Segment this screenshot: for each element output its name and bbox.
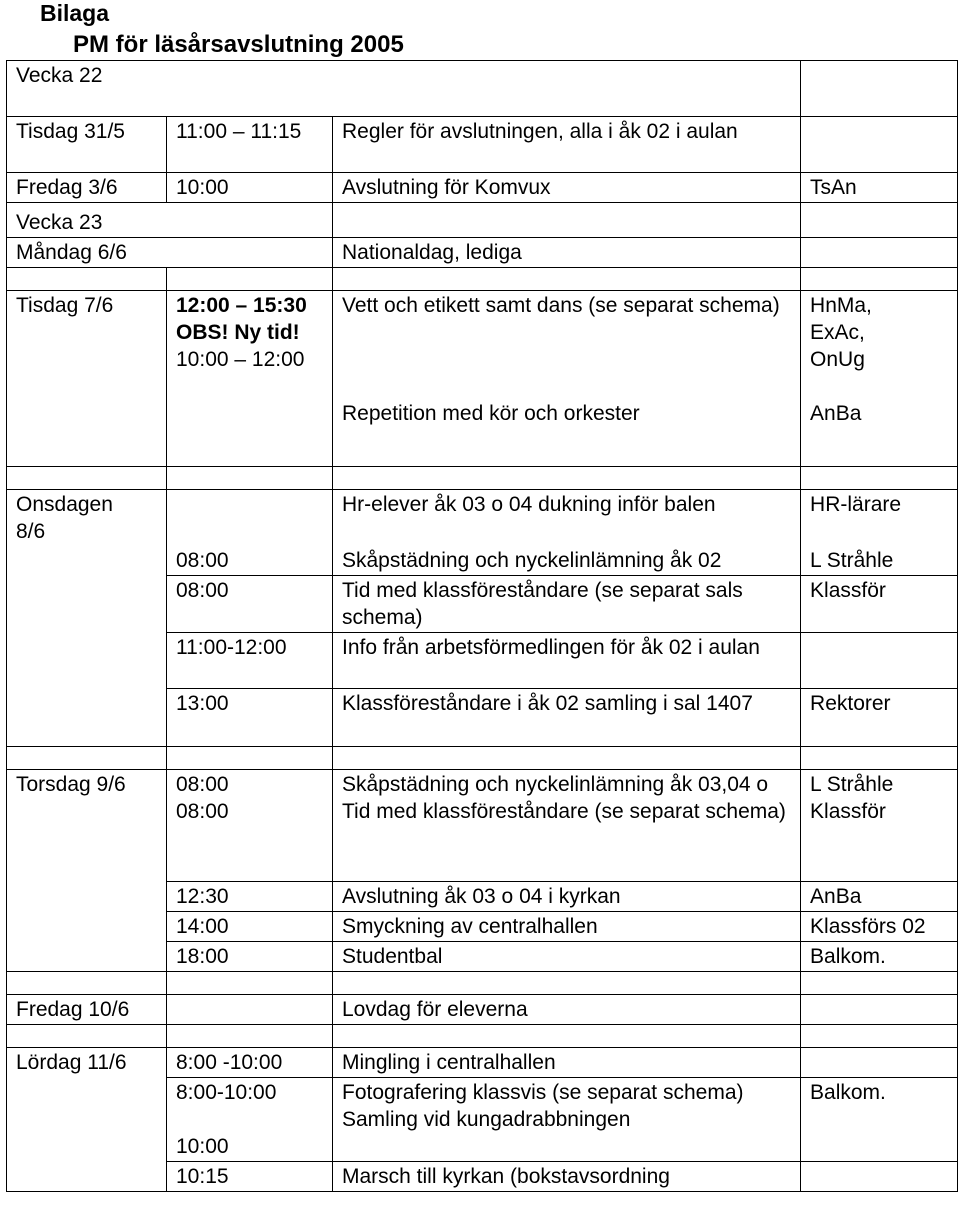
- time-text: 08:00: [176, 799, 229, 823]
- time-cell: 08:00: [167, 575, 333, 632]
- resp-cell: [801, 117, 958, 173]
- event-cell: [333, 291, 801, 467]
- event-cell: [333, 769, 801, 881]
- day-cell: Fredag 3/6: [7, 173, 167, 203]
- resp-cell: L Stråhle: [801, 546, 958, 576]
- time-cell: 8:00 -10:00: [167, 1047, 333, 1077]
- document-title: PM för läsårsavslutning 2005: [73, 31, 404, 58]
- time-cell: 11:00-12:00: [167, 632, 333, 688]
- empty-cell: [801, 203, 958, 238]
- event-cell: Marsch till kyrkan (bokstavsordning: [333, 1161, 801, 1191]
- event-text: Samling vid kungadrabbningen: [342, 1107, 631, 1131]
- time-text: 12:00 – 15:30: [176, 294, 307, 317]
- time-cell: 12:30: [167, 881, 333, 911]
- table-row: [7, 117, 958, 173]
- resp-cell: Klassför: [801, 575, 958, 632]
- event-cell: Mingling i centralhallen: [333, 1047, 801, 1077]
- resp-cell: Balkom.: [801, 1077, 958, 1161]
- event-text: Skåpstädning och nyckelinlämning åk 03,04 o: [342, 772, 769, 796]
- attachment-label: Bilaga: [40, 0, 110, 26]
- time-cell: [167, 1077, 333, 1161]
- time-cell: 11:00 – 11:15: [167, 117, 333, 173]
- table-row: [7, 238, 958, 268]
- event-cell: Avslutning för Komvux: [333, 173, 801, 203]
- event-text: Fotografering klassvis (se separat schema): [342, 1080, 744, 1104]
- day-cell: [7, 490, 167, 747]
- event-text: Repetition med kör och orkester: [342, 402, 640, 425]
- spacer-row: [7, 746, 958, 769]
- empty-cell: [801, 61, 958, 117]
- event-cell: Skåpstädning och nyckelinlämning åk 02: [333, 546, 801, 576]
- day-cell: Tisdag 31/5: [7, 117, 167, 173]
- note-text: OBS! Ny tid!: [176, 321, 300, 344]
- resp-cell: [801, 1161, 958, 1191]
- time-cell: 13:00: [167, 688, 333, 746]
- time-cell: 18:00: [167, 941, 333, 971]
- resp-cell: AnBa: [801, 881, 958, 911]
- day-cell: Fredag 10/6: [7, 994, 167, 1024]
- schedule-table: [6, 60, 958, 1192]
- day-cell: Tisdag 7/6: [7, 291, 167, 467]
- week-label: Vecka 22: [7, 61, 801, 117]
- resp-text: L Stråhle: [810, 772, 894, 796]
- table-row: [7, 173, 958, 203]
- time-cell: [167, 490, 333, 546]
- resp-cell: Klassförs 02: [801, 911, 958, 941]
- event-text: Tid med klassföreståndare (se separat schema): [342, 799, 786, 823]
- spacer-row: [7, 268, 958, 291]
- time-cell: 14:00: [167, 911, 333, 941]
- time-cell: [167, 994, 333, 1024]
- resp-cell: [801, 1047, 958, 1077]
- time-cell: [167, 291, 333, 467]
- day-cell: Måndag 6/6: [7, 238, 333, 268]
- event-cell: Avslutning åk 03 o 04 i kyrkan: [333, 881, 801, 911]
- resp-cell: Balkom.: [801, 941, 958, 971]
- event-text: Vett och etikett samt dans (se separat schema): [342, 294, 780, 317]
- resp-cell: [801, 769, 958, 881]
- event-cell: Studentbal: [333, 941, 801, 971]
- resp-cell: TsAn: [801, 173, 958, 203]
- time-cell: 10:15: [167, 1161, 333, 1191]
- empty-cell: [333, 203, 801, 238]
- time-text: 08:00: [176, 772, 229, 796]
- time-text: 10:00 – 12:00: [176, 348, 305, 371]
- spacer-row: [7, 1024, 958, 1047]
- event-cell: Lovdag för eleverna: [333, 994, 801, 1024]
- time-cell: 10:00: [167, 173, 333, 203]
- week-header-row: [7, 203, 958, 238]
- resp-cell: [801, 291, 958, 467]
- table-row: [7, 490, 958, 546]
- time-text: 8:00-10:00: [176, 1080, 277, 1104]
- event-cell: Regler för avslutningen, alla i åk 02 i aulan: [333, 117, 801, 173]
- table-row: [7, 1047, 958, 1077]
- resp-cell: Rektorer: [801, 688, 958, 746]
- resp-cell: HR-lärare: [801, 490, 958, 546]
- resp-cell: [801, 238, 958, 268]
- spacer-row: [7, 971, 958, 994]
- resp-cell: [801, 632, 958, 688]
- day-cell: Torsdag 9/6: [7, 769, 167, 971]
- week-header-row: [7, 61, 958, 117]
- day-cell: Lördag 11/6: [7, 1047, 167, 1191]
- day-text: Onsdagen 8/6: [16, 493, 113, 543]
- event-cell: Info från arbetsförmedlingen för åk 02 i aulan: [333, 632, 801, 688]
- event-cell: Smyckning av centralhallen: [333, 911, 801, 941]
- event-cell: Nationaldag, lediga: [333, 238, 801, 268]
- event-cell: Hr-elever åk 03 o 04 dukning inför balen: [333, 490, 801, 546]
- resp-cell: [801, 994, 958, 1024]
- event-cell: [333, 1077, 801, 1161]
- time-text: 10:00: [176, 1134, 229, 1158]
- time-cell: [167, 769, 333, 881]
- time-cell: 08:00: [167, 546, 333, 576]
- event-cell: Klassföreståndare i åk 02 samling i sal 1407: [333, 688, 801, 746]
- table-row: [7, 769, 958, 881]
- resp-text: Klassför: [810, 799, 886, 823]
- resp-text: HnMa, ExAc, OnUg: [810, 294, 872, 371]
- table-row: [7, 291, 958, 467]
- week-label: Vecka 23: [7, 203, 333, 238]
- table-row: [7, 994, 958, 1024]
- event-cell: Tid med klassföreståndare (se separat sals schema): [333, 575, 801, 632]
- spacer-row: [7, 467, 958, 490]
- resp-text: AnBa: [810, 402, 862, 425]
